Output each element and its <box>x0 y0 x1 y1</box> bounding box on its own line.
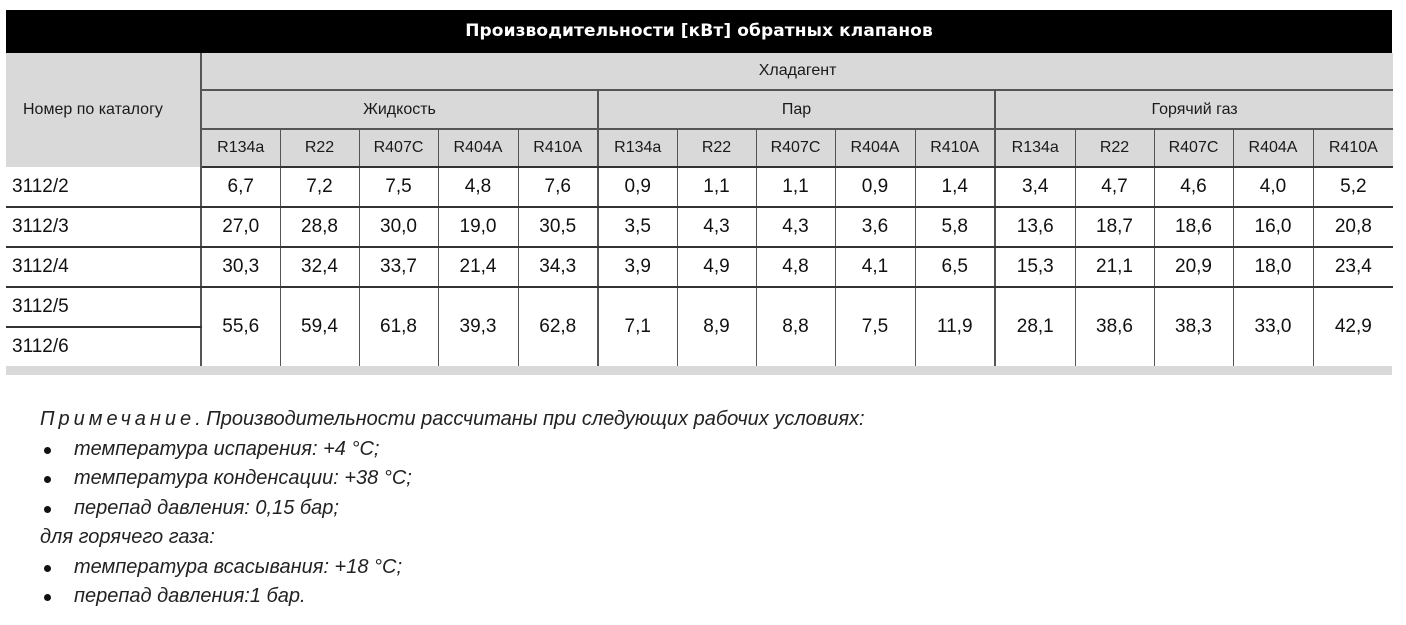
capacity-value-cell: 21,4 <box>438 247 518 287</box>
table-title: Производительности [кВт] обратных клапанов <box>6 10 1392 53</box>
capacity-value-cell: 1,1 <box>756 167 835 207</box>
note-list-item <box>40 435 1340 465</box>
capacity-value-cell: 30,3 <box>201 247 280 287</box>
capacity-value-cell: 39,3 <box>438 287 518 366</box>
note-list-item-text: температура конденсации: +38 °C; <box>74 467 412 489</box>
catalog-number-cell: 3112/5 <box>6 287 201 327</box>
note-lead-text: . Производительности рассчитаны при следующих рабочих условиях: <box>195 408 865 430</box>
refrigerant-column-header: R410A <box>1313 129 1393 167</box>
capacity-value-cell: 4,3 <box>677 207 756 247</box>
capacity-value-cell: 6,7 <box>201 167 280 207</box>
capacity-value-cell: 42,9 <box>1334 316 1372 337</box>
capacity-value-cell: 7,6 <box>518 167 598 207</box>
capacity-value-cell: 13,6 <box>995 207 1075 247</box>
refrigerant-header: Хладагент <box>201 53 1393 90</box>
refrigerant-column-header: R134a <box>598 129 677 167</box>
capacity-value-cell: 27,0 <box>201 207 280 247</box>
capacity-value-cell: 18,7 <box>1075 207 1154 247</box>
capacity-value-cell: 38,6 <box>1075 287 1154 366</box>
capacity-value-cell: 38,3 <box>1154 287 1233 366</box>
capacity-value-cell: 30,5 <box>518 207 598 247</box>
catalog-column-header: Номер по каталогу <box>6 53 201 167</box>
refrigerant-column-header: R404A <box>1233 129 1313 167</box>
capacity-value-cell: 11,9 <box>915 287 995 366</box>
note-conditions-list <box>40 435 1340 524</box>
note-intro <box>40 405 1340 435</box>
note-list-item <box>40 494 1340 524</box>
refrigerant-column-header: R410A <box>518 129 598 167</box>
capacity-value-cell: 8,9 <box>677 287 756 366</box>
refrigerant-column-header: R407C <box>1154 129 1233 167</box>
note-list-item <box>40 553 1340 583</box>
state-header-liquid: Жидкость <box>201 90 598 129</box>
refrigerant-column-header: R134a <box>995 129 1075 167</box>
capacity-value-cell: 1,4 <box>915 167 995 207</box>
table-row <box>6 287 1393 327</box>
bullet-dot-icon <box>44 476 51 483</box>
capacity-value-cell: 16,0 <box>1233 207 1313 247</box>
catalog-number-cell: 3112/2 <box>6 167 201 207</box>
state-header-vapor: Пар <box>598 90 995 129</box>
table-body <box>6 167 1393 366</box>
refrigerant-column-header: R134a <box>201 129 280 167</box>
refrigerant-column-header: R22 <box>677 129 756 167</box>
table-row <box>6 207 1393 247</box>
capacity-value-cell: 5,8 <box>915 207 995 247</box>
capacity-value-cell: 3,4 <box>995 167 1075 207</box>
performance-table-section <box>6 10 1392 375</box>
capacity-value-cell: 4,6 <box>1154 167 1233 207</box>
capacity-value-cell: 33,7 <box>359 247 438 287</box>
capacity-value-cell: 34,3 <box>518 247 598 287</box>
capacity-value-cell: 4,8 <box>756 247 835 287</box>
refrigerant-column-header: R410A <box>915 129 995 167</box>
capacity-value-cell: 62,8 <box>518 287 598 366</box>
note-lead: Примечание <box>40 408 196 430</box>
note-list-item <box>40 582 1340 612</box>
bullet-dot-icon <box>44 506 51 513</box>
capacity-value-cell: 7,5 <box>835 287 915 366</box>
note-subheading: для горячего газа: <box>40 526 215 548</box>
capacity-value-cell: 30,0 <box>359 207 438 247</box>
refrigerant-column-header: R404A <box>438 129 518 167</box>
refrigerant-column-header: R404A <box>835 129 915 167</box>
capacity-value-cell: 1,1 <box>677 167 756 207</box>
capacity-value-cell: 3,6 <box>835 207 915 247</box>
refrigerant-column-header: R22 <box>1075 129 1154 167</box>
capacity-value-cell: 19,0 <box>438 207 518 247</box>
capacity-value-cell: 8,8 <box>756 287 835 366</box>
capacity-value-cell: 4,7 <box>1075 167 1154 207</box>
capacity-value-cell: 21,1 <box>1075 247 1154 287</box>
catalog-number-cell: 3112/6 <box>6 327 201 366</box>
capacity-value-cell: 55,6 <box>201 287 280 366</box>
capacity-value-cell: 23,4 <box>1313 247 1393 287</box>
capacity-value-cell: 4,1 <box>835 247 915 287</box>
capacity-value-cell: 15,3 <box>995 247 1075 287</box>
capacity-value-cell: 6,5 <box>915 247 995 287</box>
state-header-hot-gas: Горячий газ <box>995 90 1393 129</box>
table-bottom-bar <box>6 366 1392 375</box>
capacity-value-cell: 18,0 <box>1233 247 1313 287</box>
bullet-dot-icon <box>44 565 51 572</box>
note-list-item-text: перепад давления:1 бар. <box>74 585 306 607</box>
refrigerant-column-header: R22 <box>280 129 359 167</box>
capacity-value-cell: 4,8 <box>438 167 518 207</box>
capacity-value-cell: 18,6 <box>1154 207 1233 247</box>
capacity-value-cell: 3,9 <box>598 247 677 287</box>
capacity-value-cell: 4,0 <box>1233 167 1313 207</box>
note-list-item-text: температура всасывания: +18 °C; <box>74 555 403 578</box>
capacity-value-cell: 28,8 <box>280 207 359 247</box>
capacity-value-cell: 4,9 <box>677 247 756 287</box>
note-section <box>40 405 1340 612</box>
table-row <box>6 247 1393 287</box>
note-list-item-text: температура испарения: +4 °C; <box>74 437 380 460</box>
capacity-value-cell: 7,1 <box>598 287 677 366</box>
capacity-value-cell: 0,9 <box>835 167 915 207</box>
performance-table <box>6 53 1393 366</box>
note-list-item <box>40 464 1340 494</box>
catalog-number-cell: 3112/3 <box>6 207 201 247</box>
catalog-number-cell: 3112/4 <box>6 247 201 287</box>
refrigerant-column-header: R407C <box>756 129 835 167</box>
capacity-value-cell: 28,1 <box>995 287 1075 366</box>
capacity-value-cell: 0,9 <box>598 167 677 207</box>
capacity-value-cell: 33,0 <box>1233 287 1313 366</box>
capacity-value-cell: 3,5 <box>598 207 677 247</box>
capacity-value-cell: 32,4 <box>280 247 359 287</box>
capacity-value-cell: 20,8 <box>1313 207 1393 247</box>
table-header <box>6 53 1393 167</box>
capacity-value-cell: 4,3 <box>756 207 835 247</box>
note-list-item-text: перепад давления: 0,15 бар; <box>74 496 339 519</box>
capacity-value-cell: 7,2 <box>280 167 359 207</box>
table-row <box>6 167 1393 207</box>
capacity-value-cell: 59,4 <box>280 287 359 366</box>
bullet-dot-icon <box>44 447 51 454</box>
refrigerant-column-header: R407C <box>359 129 438 167</box>
bullet-dot-icon <box>44 594 51 601</box>
capacity-value-cell: 20,9 <box>1154 247 1233 287</box>
capacity-value-cell: 61,8 <box>359 287 438 366</box>
capacity-value-cell: 7,5 <box>359 167 438 207</box>
capacity-value-cell: 5,2 <box>1313 167 1393 207</box>
note-hot-gas-list <box>40 553 1340 612</box>
